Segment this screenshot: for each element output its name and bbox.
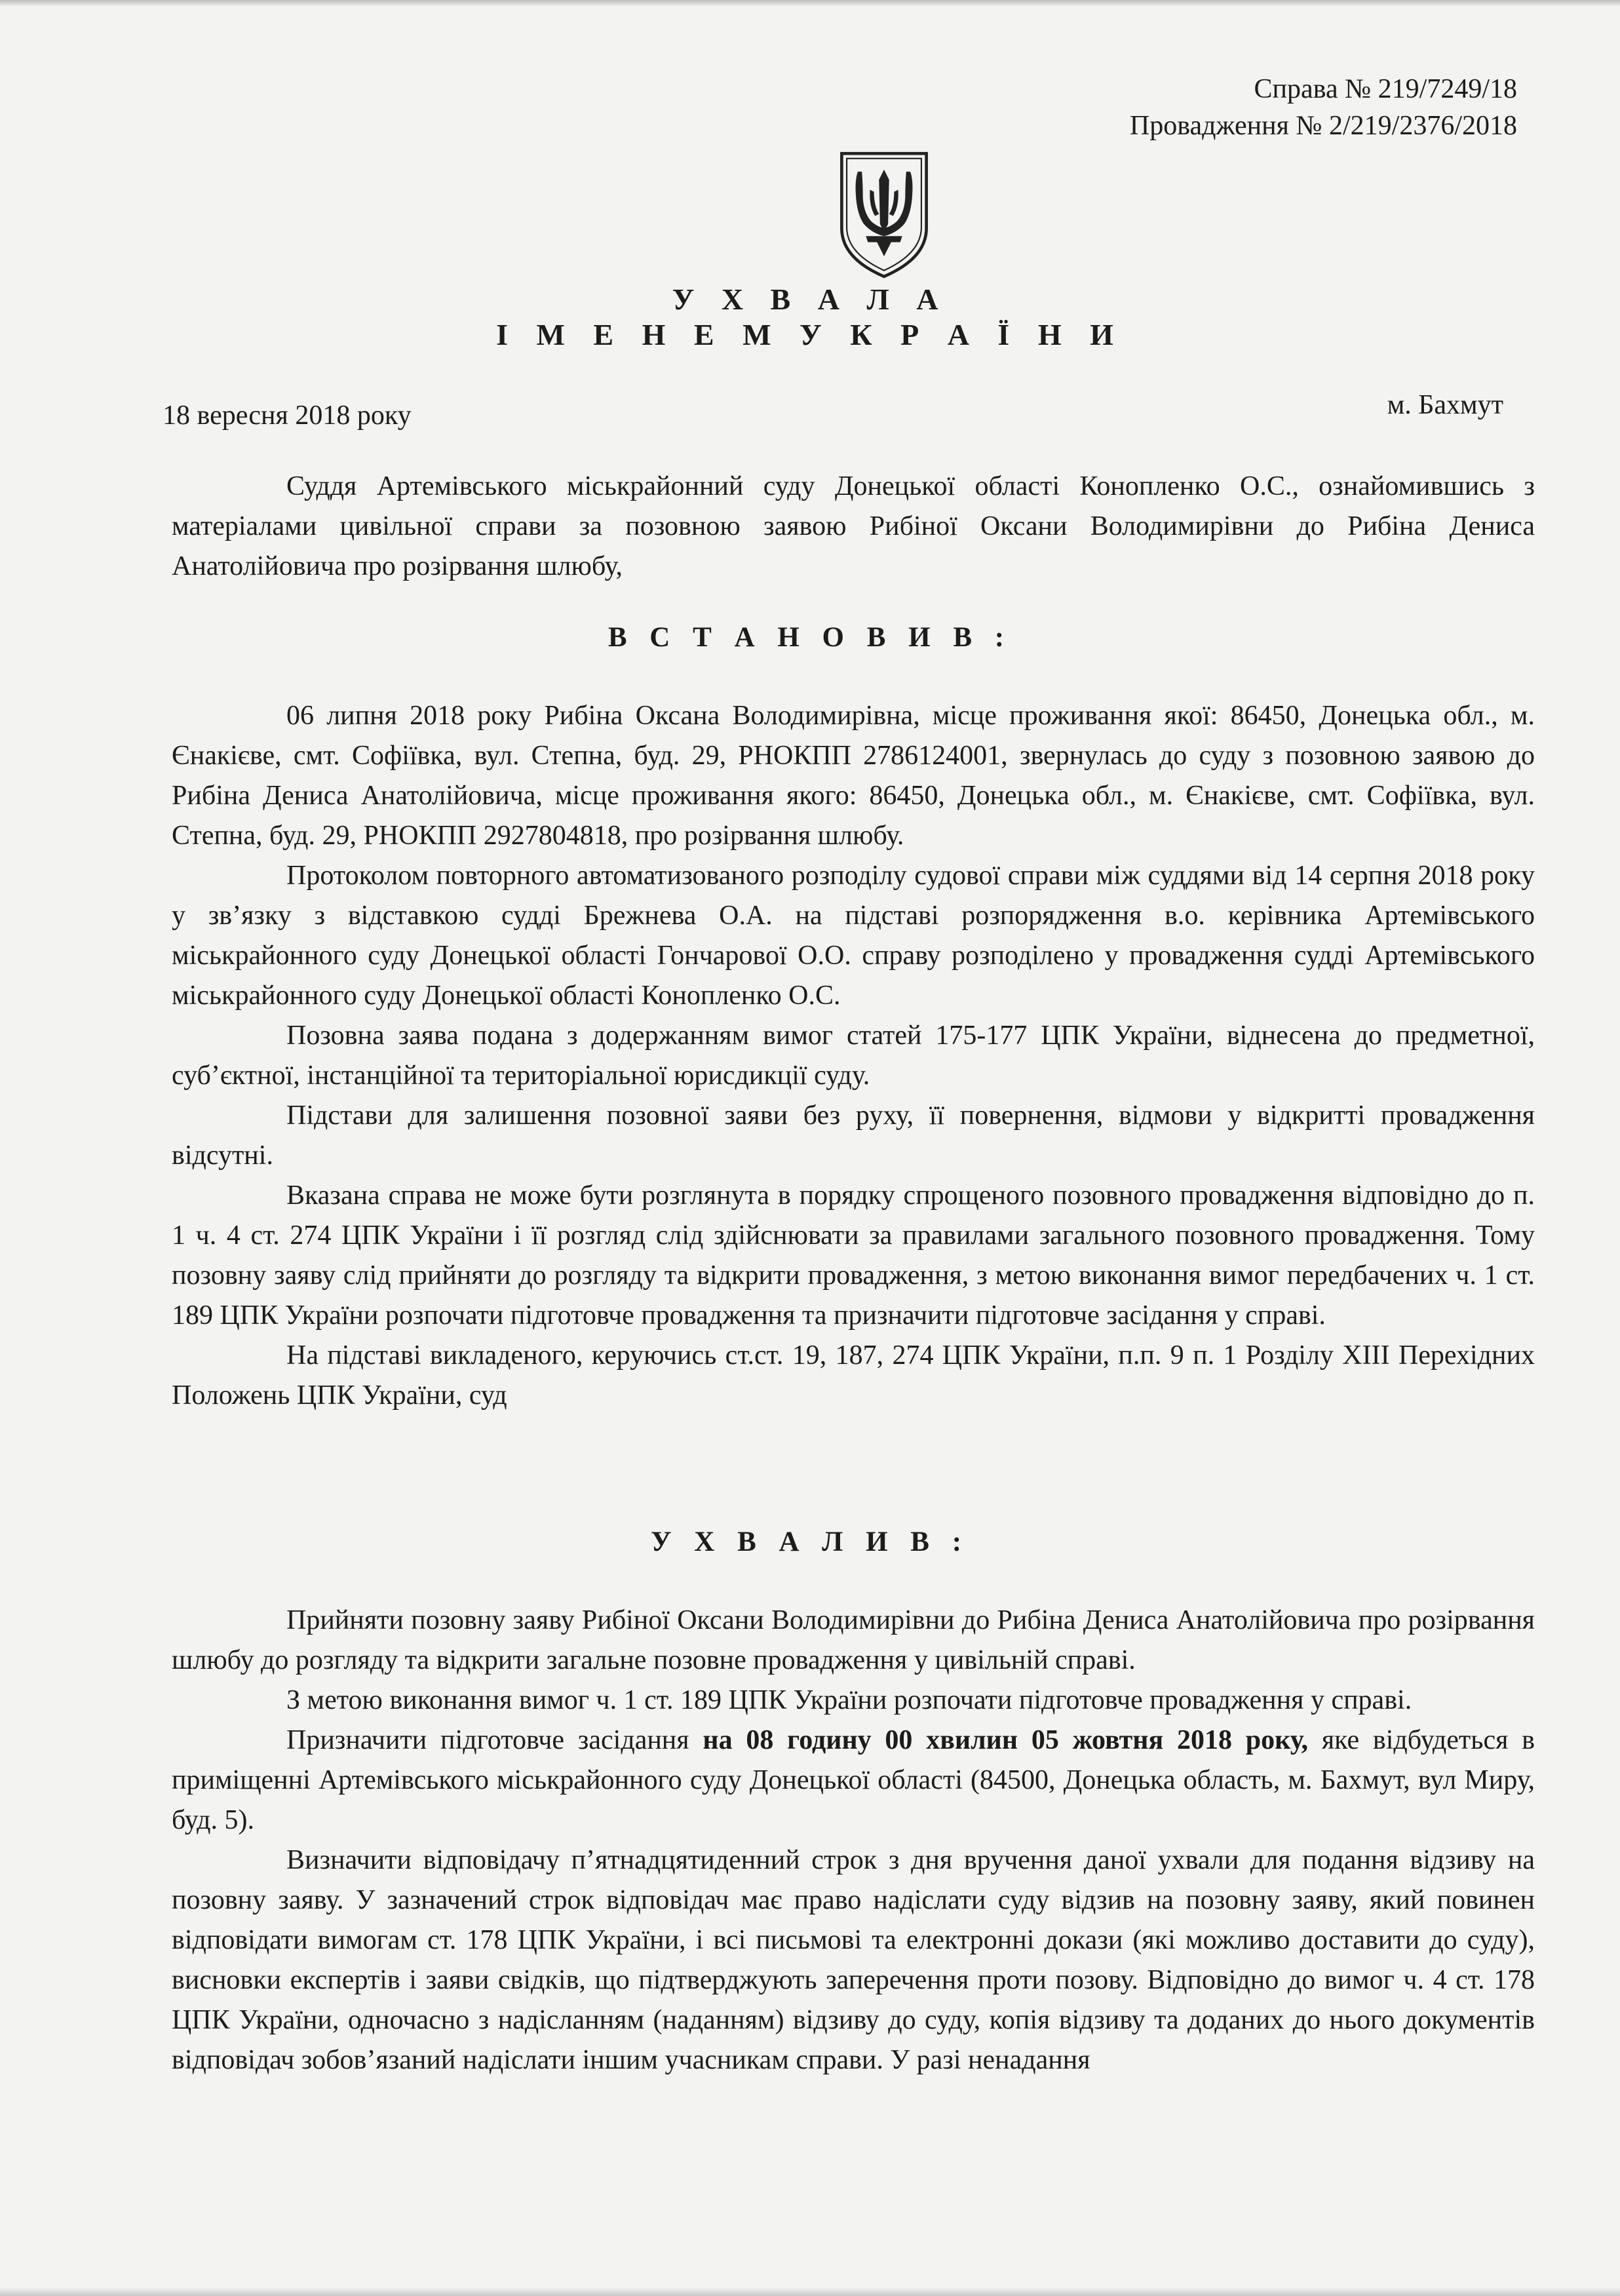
intro-paragraph: Суддя Артемівського міськрайонний суду Донецької області Конопленко О.С., ознайомившись з матеріалами цивільної справи за позовною заявою Рибіної Оксани Володимирівни до Рибіна Дениса Анатолійовича про розірвання шлюбу, [172, 471, 1535, 581]
paragraph: Протоколом повторного автоматизованого розподілу судової справи між суддями від 14 серпня 2018 року у зв’язку з відставкою судді Брежнева О.А. на підставі розпорядження в.о. керівника Артемівського міськрайонного суду Донецької області Гончарової О.О. справу розподілено у провадження судді Артемівського міськрайонного суду Донецької області Конопленко О.С. [172, 861, 1535, 1011]
document-title: У Х В А Л А [672, 282, 948, 316]
ruling-heading: У Х В А Л И В : [650, 1527, 970, 1557]
intro-block [172, 467, 1535, 587]
proceeding-number: Провадження № 2/219/2376/2018 [1129, 111, 1517, 141]
paragraph: Вказана справа не може бути розглянута в порядку спрощеного позовного провадження відповідно до п. 1 ч. 4 ст. 274 ЦПК України і її розгляд слід здійснювати за правилами загального позовного провадження. Тому позовну заяву слід прийняти до розгляду та відкрити провадження, з метою виконання вимог передбачених ч. 1 ст. 189 ЦПК України розпочати підготовче провадження та призначити підготовче засідання у справі. [172, 1180, 1535, 1331]
paragraph: 06 липня 2018 року Рибіна Оксана Володимирівна, місце проживання якої: 86450, Донецька обл., м. Єнакієве, смт. Софіївка, вул. Степна, буд. 29, РНОКПП 2786124001, звернулась до суду з позовною заявою до Рибіна Дениса Анатолійовича, місце проживання якого: 86450, Донецька обл., м. Єнакієве, смт. Софіївка, вул. Степна, буд. 29, РНОКПП 2927804818, про розірвання шлюбу. [172, 701, 1535, 851]
scan-edge-bottom [0, 2287, 1620, 2296]
document-subtitle: І М Е Н Е М У К Р А Ї Н И [496, 318, 1124, 351]
paragraph: Підстави для залишення позовної заяви без руху, її повернення, відмови у відкритті провадження відсутні. [172, 1100, 1535, 1171]
hearing-datetime: на 08 годину 00 хвилин 05 жовтня 2018 року, [703, 1725, 1309, 1755]
paragraph: Позовна заява подана з додержанням вимог статей 175-177 ЦПК України, віднесена до предметної, суб’єктної, інстанційної та територіальної юрисдикції суду. [172, 1021, 1535, 1091]
document-city: м. Бахмут [1387, 390, 1503, 420]
document-date: 18 вересня 2018 року [163, 400, 412, 431]
paragraph-text: Призначити підготовче засідання [286, 1725, 703, 1755]
case-number: Справа № 219/7249/18 [1254, 74, 1517, 104]
paragraph: Прийняти позовну заяву Рибіної Оксани Володимирівни до Рибіна Дениса Анатолійовича про розірвання шлюбу до розгляду та відкрити загальне позовне провадження у цивільній справі. [172, 1605, 1535, 1675]
scan-edge-top [0, 0, 1620, 7]
established-block [172, 696, 1535, 1416]
paragraph [172, 1721, 1535, 1840]
paragraph-text: яке відбудеться в приміщенні Артемівського міськрайонного суду Донецької області (84500, Донецька область, м. Бахмут, вул Миру, буд. 5). [172, 1725, 1535, 1835]
ruling-block [172, 1601, 1535, 2080]
established-heading: В С Т А Н О В И В : [608, 622, 1013, 653]
paragraph: З метою виконання вимог ч. 1 ст. 189 ЦПК України розпочати підготовче провадження у справі. [286, 1685, 1412, 1715]
paragraph: На підставі викладеного, керуючись ст.ст. 19, 187, 274 ЦПК України, п.п. 9 п. 1 Розділу XIII Перехідних Положень ЦПК України, суд [172, 1340, 1535, 1411]
tryzub-coat-of-arms-icon [834, 149, 935, 281]
paragraph: Визначити відповідачу п’ятнадцятиденний строк з дня вручення даної ухвали для подання відзиву на позовну заяву. У зазначений строк відповідач має право надіслати суду відзив на позовну заяву, який повинен відповідати вимогам ст. 178 ЦПК України, і всі письмові та електронні докази (які можливо доставити до суду), висновки експертів і заяви свідків, що підтверджують заперечення проти позову. Відповідно до вимог ч. 4 ст. 178 ЦПК України, одночасно з надісланням (наданням) відзиву до суду, копія відзиву та доданих до нього документів відповідач зобов’язаний надіслати іншим учасникам справи. У разі ненадання [172, 1845, 1535, 2075]
